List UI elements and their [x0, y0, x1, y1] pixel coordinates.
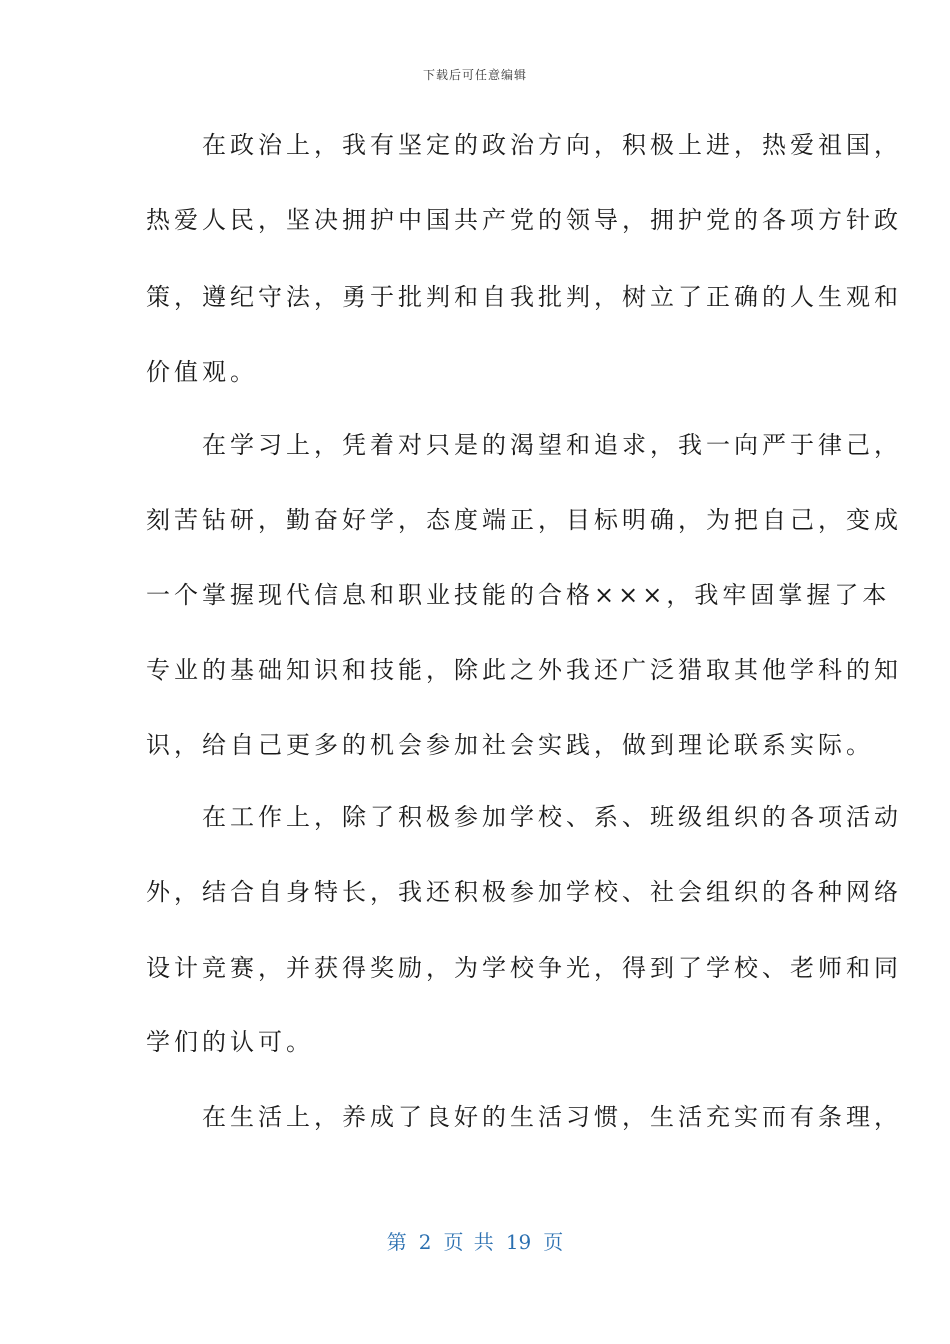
footer-total-pages: 19: [505, 1230, 532, 1254]
paragraph-line: 专业的基础知识和技能，除此之外我还广泛猎取其他学科的知: [146, 656, 902, 684]
footer-suffix: 页: [543, 1230, 564, 1254]
paragraph-line: 刻苦钻研，勤奋好学，态度端正，目标明确，为把自己，变成: [146, 506, 902, 534]
paragraph-line: 在政治上，我有坚定的政治方向，积极上进，热爱祖国，: [146, 131, 902, 159]
paragraph-line: 热爱人民，坚决拥护中国共产党的领导，拥护党的各项方针政: [146, 206, 902, 234]
footer-prefix: 第: [386, 1230, 407, 1254]
paragraph-line: 识，给自己更多的机会参加社会实践，做到理论联系实际。: [146, 731, 874, 759]
page-header: 下载后可任意编辑: [422, 68, 527, 82]
paragraph-line: 一个掌握现代信息和职业技能的合格×××，我牢固掌握了本: [146, 581, 891, 609]
page-footer: [0, 1226, 950, 1255]
paragraph-line: 策，遵纪守法，勇于批判和自我批判，树立了正确的人生观和: [146, 283, 902, 311]
paragraph-line: 在学习上，凭着对只是的渴望和追求，我一向严于律己，: [146, 431, 902, 459]
footer-middle: 页 共: [443, 1230, 494, 1254]
paragraph-line: 价值观。: [146, 358, 258, 386]
paragraph-line: 在生活上，养成了良好的生活习惯，生活充实而有条理，: [146, 1103, 902, 1131]
paragraph-line: 在工作上，除了积极参加学校、系、班级组织的各项活动: [146, 803, 902, 831]
paragraph-line: 外，结合自身特长，我还积极参加学校、社会组织的各种网络: [146, 878, 902, 906]
paragraph-line: 学们的认可。: [146, 1028, 314, 1056]
footer-page-number: 2: [418, 1230, 432, 1254]
paragraph-line: 设计竞赛，并获得奖励，为学校争光，得到了学校、老师和同: [146, 954, 902, 982]
